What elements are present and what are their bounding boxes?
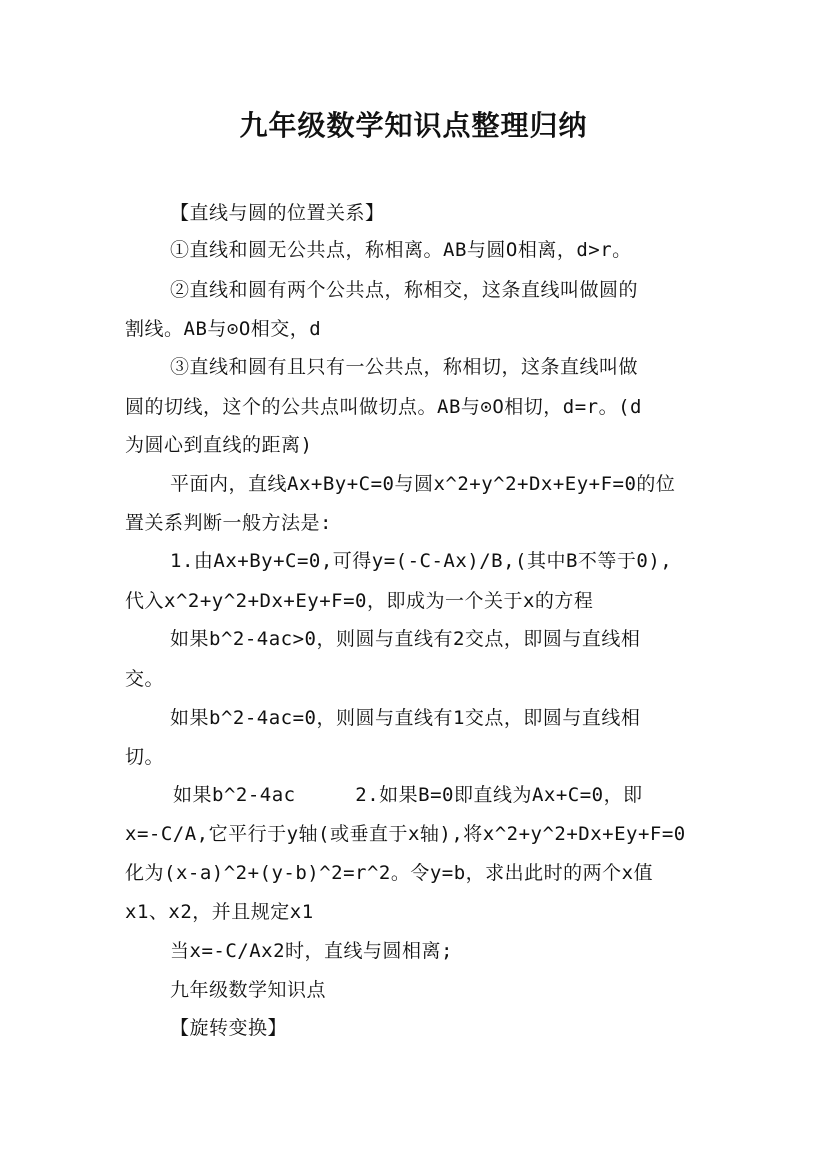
paragraph-line: 九年级数学知识点 bbox=[170, 979, 327, 1001]
paragraph-line: 割线。AB与⊙O相交，d bbox=[125, 318, 322, 340]
paragraph-line: 当x=-C/Ax2时，直线与圆相离; bbox=[170, 940, 453, 962]
paragraph-line: ②直线和圆有两个公共点，称相交，这条直线叫做圆的 bbox=[170, 279, 639, 301]
paragraph-line: 切。 bbox=[125, 746, 165, 768]
paragraph-line: x=-C/A,它平行于y轴(或垂直于x轴),将x^2+y^2+Dx+Ey+F=0 bbox=[125, 823, 686, 845]
paragraph-line: 平面内，直线Ax+By+C=0与圆x^2+y^2+Dx+Ey+F=0的位 bbox=[170, 473, 676, 495]
paragraph-line: 代入x^2+y^2+Dx+Ey+F=0，即成为一个关于x的方程 bbox=[125, 590, 594, 612]
paragraph-line: 圆的切线，这个的公共点叫做切点。AB与⊙O相切，d=r。(d bbox=[125, 396, 642, 418]
paragraph-line: ③直线和圆有且只有一公共点，称相切，这条直线叫做 bbox=[170, 356, 639, 378]
section-heading-line-circle: 【直线与圆的位置关系】 bbox=[170, 202, 385, 224]
paragraph-line: x1、x2，并且规定x1 bbox=[125, 901, 314, 923]
paragraph-line: 如果b^2-4ac>0，则圆与直线有2交点，即圆与直线相 bbox=[170, 628, 641, 650]
paragraph-line: 为圆心到直线的距离) bbox=[125, 434, 313, 456]
document-title: 九年级数学知识点整理归纳 bbox=[239, 109, 588, 142]
paragraph-line: ①直线和圆无公共点，称相离。AB与圆O相离，d>r。 bbox=[170, 239, 632, 261]
paragraph-line: 化为(x-a)^2+(y-b)^2=r^2。令y=b，求出此时的两个x值 bbox=[125, 862, 654, 884]
paragraph-line: 1.由Ax+By+C=0,可得y=(-C-Ax)/B,(其中B不等于0), bbox=[170, 550, 673, 572]
paragraph-line: 交。 bbox=[125, 668, 165, 690]
paragraph-line: 如果b^2-4ac=0，则圆与直线有1交点，即圆与直线相 bbox=[170, 707, 641, 729]
section-heading-line-rotation: 【旋转变换】 bbox=[170, 1017, 288, 1039]
paragraph-line: 如果b^2-4ac 2.如果B=0即直线为Ax+C=0，即 bbox=[173, 784, 643, 806]
paragraph-line: 置关系判断一般方法是: bbox=[125, 512, 332, 534]
